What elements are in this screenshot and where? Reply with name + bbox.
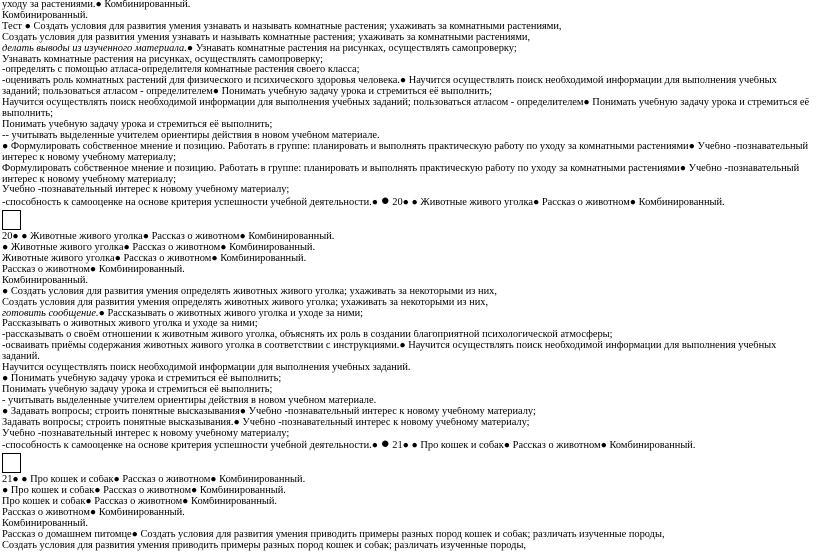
text-line: ● Про кошек и собак● Рассказ о животном● Комбинированный.: [2, 486, 286, 497]
text-line: [2, 309, 814, 320]
line-rest: ● Узнавать комнатные растения на рисунках, осуществлять самопроверку;: [186, 43, 517, 54]
text-line: Комбинированный.: [2, 10, 88, 21]
text-line: -рассказывать о своём отношении к животным живого уголка, объяснять их роль в создании благоприятной психологической атмосферы;: [2, 330, 613, 341]
text-line: Понимать учебную задачу урока и стремиться её выполнить;: [2, 384, 273, 395]
text-line: Тест ● Создать условия для развития умения узнавать и называть комнатные растения; ухаживать за комнатными растениями,: [2, 21, 562, 32]
text-line: [2, 196, 814, 209]
text-line: Рассказывать о животных живого уголка и уходе за ними;: [2, 319, 258, 330]
text-line: Животные живого уголка● Рассказ о животном● Комбинированный.: [2, 254, 307, 265]
text-line: - учитывать выделенные учителем ориентиры действия в новом учебном материале.: [2, 395, 377, 406]
empty-table-cell: [2, 453, 21, 473]
line-part: -способность к самооценке на основе критерия успешности учебной деятельности.●: [2, 440, 381, 452]
line-part: -способность к самооценке на основе критерия успешности учебной деятельности.●: [2, 197, 381, 209]
text-line: 21● ● Про кошек и собак● Рассказ о животном● Комбинированный.: [2, 475, 306, 486]
text-line: Понимать учебную задачу урока и стремиться её выполнить;: [2, 119, 273, 130]
text-line: Формулировать собственное мнение и позицию. Работать в группе: планировать и выполнять практическую работу по уходу за комнатными растениями● Учебно -познавательный интерес к новому учебному материалу;: [2, 163, 800, 185]
text-line: ● Создать условия для развития умения определять животных живого уголка; ухаживать за некоторыми из них,: [2, 286, 497, 297]
text-line: -- учитывать выделенные учителем ориентиры действия в новом учебном материале.: [2, 130, 380, 141]
text-line: уходу за растениями.● Комбинированный.: [2, 0, 191, 10]
line-part: 21● ● Про кошек и собак● Рассказ о животном● Комбинированный.: [389, 440, 696, 452]
line-part: 20● ● Животные живого уголка● Рассказ о животном● Комбинированный.: [389, 197, 725, 209]
text-line: [2, 44, 814, 55]
text-line: -определять с помощью атласа-определителя комнатные растения своего класса;: [2, 65, 360, 76]
text-line: Научится осуществлять поиск необходимой информации для выполнения учебных заданий; пользоваться атласом - определителем● Понимать учебную задачу урока и стремиться её выполнить;: [2, 98, 810, 120]
empty-table-cell: [2, 210, 21, 230]
text-line: Создать условия для развития умения узнавать и называть комнатные растения; ухаживать за комнатными растениями,: [2, 32, 531, 43]
text-line: ● Понимать учебную задачу урока и стремиться её выполнить;: [2, 374, 282, 384]
italic-phrase: готовить сообщение.: [2, 308, 99, 319]
text-line: [2, 439, 814, 452]
text-line: ● Животные живого уголка● Рассказ о животном● Комбинированный.: [2, 243, 316, 254]
text-line: Узнавать комнатные растения на рисунках, осуществлять самопроверку;: [2, 54, 324, 65]
text-line: ● Задавать вопросы; строить понятные высказывания● Учебно -познавательный интерес к новому учебному материалу;: [2, 406, 536, 417]
text-line: Рассказ о животном● Комбинированный.: [2, 508, 185, 519]
text-line: Создать условия для развития умения приводить примеры разных пород кошек и собак; различать изученные породы,: [2, 540, 527, 551]
text-line: -оценивать роль комнатных растений для физического и психического здоровья человека.● Научится осуществлять поиск необходимой информации для выполнения учебных заданий; пользоваться атласом - определителем● Понимать учебную задачу урока и стремиться её выполнить;: [2, 76, 777, 98]
text-line: ● Формулировать собственное мнение и позицию. Работать в группе: планировать и выполнять практическую работу по уходу за комнатными растениями● Учебно -познавательный интерес к новому учебному материалу;: [2, 141, 809, 163]
text-line: Задавать вопросы; строить понятные высказывания.● Учебно -познавательный интерес к новому учебному материалу;: [2, 417, 530, 428]
italic-phrase: делать выводы из изученного материала.: [2, 43, 187, 54]
text-line: Научится осуществлять поиск необходимой информации для выполнения учебных заданий.: [2, 363, 411, 374]
bullet-mark: ●: [380, 196, 390, 210]
text-line: Создать условия для развития умения определять животных живого уголка; ухаживать за некоторыми из них,: [2, 297, 489, 308]
text-line: Учебно -познавательный интерес к новому учебному материалу;: [2, 185, 290, 196]
text-line: 20● ● Животные живого уголка● Рассказ о животном● Комбинированный.: [2, 232, 335, 243]
text-line: Рассказ о животном● Комбинированный.: [2, 264, 185, 275]
bullet-mark: ●: [380, 439, 390, 453]
line-rest: ● Рассказывать о животных живого уголка и уходе за ними;: [98, 308, 364, 319]
text-line: Комбинированный.: [2, 275, 88, 286]
text-line: Комбинированный.: [2, 518, 88, 529]
text-line: Рассказ о домашнем питомце● Создать условия для развития умения приводить примеры разных пород кошек и собак; различать изученные породы,: [2, 529, 665, 540]
text-line: -осваивать приёмы содержания животных живого уголка в соответствии с инструкциями.● Научится осуществлять поиск необходимой информации для выполнения учебных заданий.: [2, 341, 777, 363]
text-line: Про кошек и собак● Рассказ о животном● Комбинированный.: [2, 497, 278, 508]
text-line: Учебно -познавательный интерес к новому учебному материалу;: [2, 428, 290, 439]
